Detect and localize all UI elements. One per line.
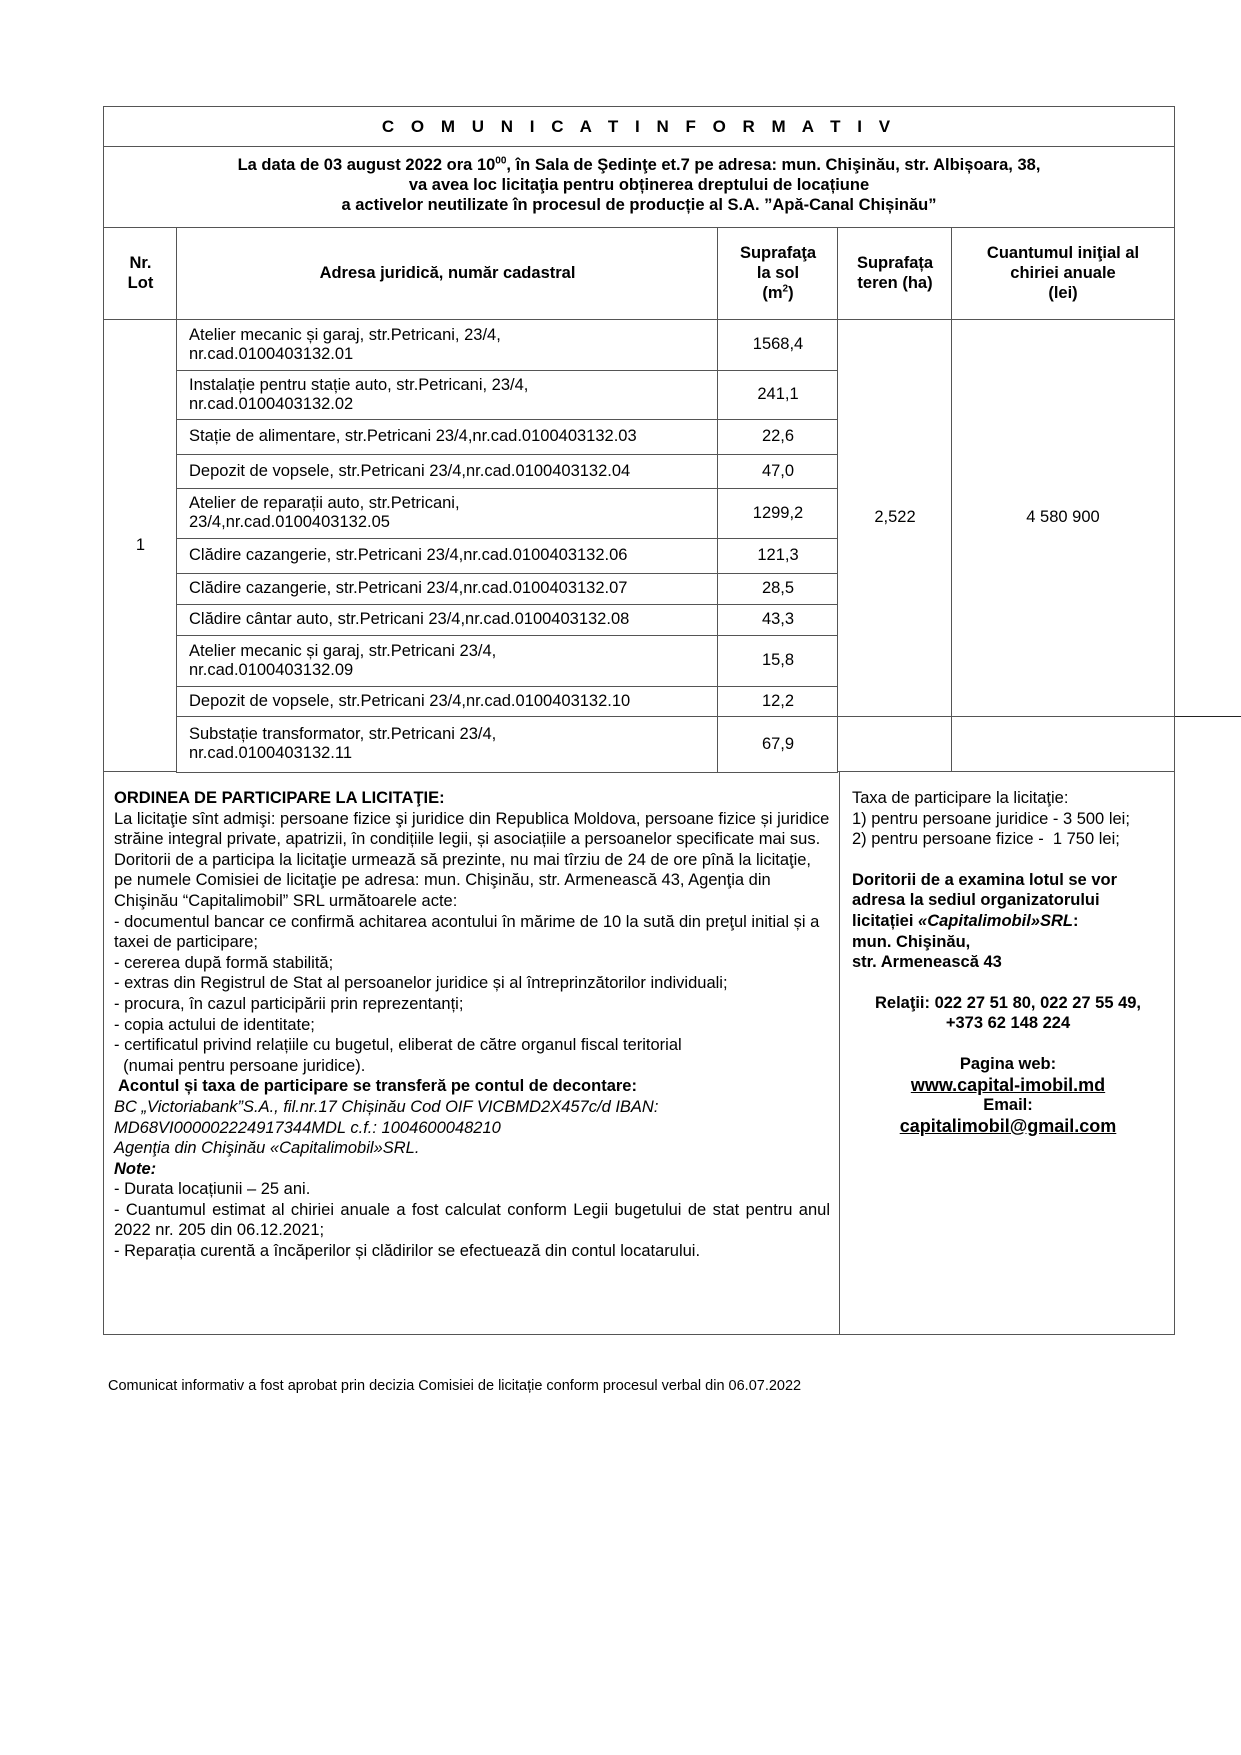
lot-item-surface: 43,3 <box>717 604 838 636</box>
header-address: Adresa juridică, număr cadastral <box>176 227 718 320</box>
intro-location: , în Sala de Şedinţe et.7 pe adresa: mun. Chişinău, str. Albișoara, 38, <box>506 156 1041 174</box>
lot-item-surface: 47,0 <box>717 454 838 489</box>
lot-item-address: Clădire cazangerie, str.Petricani 23/4,nr.cad.0100403132.06 <box>176 538 718 574</box>
lot-item-surface: 121,3 <box>717 538 838 574</box>
document-item: - extras din Registrul de Stat al persoanelor juridice și al întreprinzătorilor individuali; <box>114 974 728 993</box>
document-item: - certificatul privind relațiile cu bugetul, eliberat de către organul fiscal teritorial <box>114 1036 682 1055</box>
lot-item-address: Depozit de vopsele, str.Petricani 23/4,nr.cad.0100403132.04 <box>176 454 718 489</box>
header-lot: Nr. Lot <box>103 227 177 320</box>
header-initial-rent: Cuantumul iniţial al chiriei anuale (lei) <box>951 227 1175 320</box>
note-item: - Cuantumul estimat al chiriei anuale a fost calculat conform Legii bugetului de stat pentru anul 2022 nr. 205 din 06.12.2021; <box>114 1200 830 1240</box>
lot-item-address: Atelier mecanic și garaj, str.Petricani 23/4, nr.cad.0100403132.09 <box>176 635 718 687</box>
email-label: Email: <box>983 1096 1033 1115</box>
lot-item-address: Stație de alimentare, str.Petricani 23/4,nr.cad.0100403132.03 <box>176 419 718 455</box>
empty-rent-cell <box>951 716 1175 772</box>
lot-item-address: Atelier de reparații auto, str.Petricani, 23/4,nr.cad.0100403132.05 <box>176 488 718 539</box>
examine-line-3: licitației «Capitalimobil»SRL: <box>852 911 1079 930</box>
bank-details-line-3: Agenţia din Chişinău «Capitalimobil»SRL. <box>114 1139 420 1158</box>
header-surface-teren: Suprafața teren (ha) <box>837 227 952 320</box>
header-surface-sol: Suprafaţa la sol $(m^2)$ <box>717 227 838 320</box>
bank-details-line-1: BC „Victoriabank”S.A., fil.nr.17 Chișinău Cod OIF VICBMD2X457c/d IBAN: <box>114 1097 659 1116</box>
fee-heading: Taxa de participare la licitaţie: <box>852 789 1069 807</box>
intro-line-1 <box>104 155 1174 175</box>
initial-rent-cell: 4 580 900 <box>951 319 1175 717</box>
lot-item-address: Instalație pentru stație auto, str.Petricani, 23/4, nr.cad.0100403132.02 <box>176 370 718 420</box>
lot-item-surface: 28,5 <box>717 573 838 605</box>
participation-section <box>103 771 840 1335</box>
lot-item-surface: 67,9 <box>717 716 838 773</box>
lot-item-surface: 241,1 <box>717 370 838 420</box>
note-item: - Durata locațiunii – 25 ani. <box>114 1180 311 1199</box>
approval-footer: Comunicat informativ a fost aprobat prin decizia Comisiei de licitație conform procesul verbal din 06.07.2022 <box>108 1378 802 1394</box>
announcement-intro <box>103 146 1175 228</box>
contacts-phones: Relaţii: 022 27 51 80, 022 27 55 49, <box>874 993 1142 1012</box>
web-label: Pagina web: <box>959 1054 1057 1073</box>
document-item: (numai pentru persoane juridice). <box>114 1056 366 1075</box>
examine-line-4: mun. Chişinău, <box>852 932 971 951</box>
website-link[interactable]: www.capital-imobil.md <box>910 1074 1106 1095</box>
document-item: - procura, în cazul participării prin reprezentanți; <box>114 994 464 1013</box>
participation-documents-intro: Doritorii de a participa la licitaţie urmează să prezinte, nu mai tîrziu de 24 de ore pînă la licitaţie, pe numele Comisiei de licitaţie pe adresa: mun. Chişinău, str. Armenească 43, Agenţia din Chişinău “Capitalimobil” SRL următoarele acte: <box>114 850 812 910</box>
contacts-mobile: +373 62 148 224 <box>945 1014 1071 1033</box>
fee-juridice: 1) pentru persoane juridice - 3 500 lei; <box>852 809 1130 828</box>
email-link[interactable]: capitalimobil@gmail.com <box>899 1115 1117 1136</box>
table-rule-overflow <box>1175 716 1241 717</box>
lot-item-address: Substație transformator, str.Petricani 23/4, nr.cad.0100403132.11 <box>176 716 718 773</box>
lot-item-address: Depozit de vopsele, str.Petricani 23/4,nr.cad.0100403132.10 <box>176 686 718 717</box>
lot-item-surface: 1568,4 <box>717 319 838 371</box>
fee-fizice: 2) pentru persoane fizice - 1 750 lei; <box>852 830 1120 849</box>
intro-date-time: La data de 03 august 2022 ora 10 <box>237 156 496 174</box>
lot-item-address: Clădire cazangerie, str.Petricani 23/4,nr.cad.0100403132.07 <box>176 573 718 605</box>
document-item: - documentul bancar ce confirmă achitarea acontului în mărime de 10 la sută din preţul initial și a taxei de participare; <box>114 912 820 952</box>
contact-section <box>839 771 1175 1335</box>
participation-eligibility: La licitaţie sînt admişi: persoane fizice şi juridice din Republica Moldova, persoane fizice și juridice străine integral private, apatrizii, în condițiile legii, și asociațiile a persoanelor specificate mai sus. <box>114 809 830 849</box>
examine-line-5: str. Armenească 43 <box>852 953 1002 972</box>
intro-line-2: va avea loc licitaţia pentru obținerea dreptului de locațiune <box>408 176 870 194</box>
lot-item-surface: 22,6 <box>717 419 838 455</box>
intro-time-sup: 00 <box>495 155 507 167</box>
document-item: - copia actului de identitate; <box>114 1015 315 1034</box>
lot-item-surface: 1299,2 <box>717 488 838 539</box>
transfer-heading: Acontul și taxa de participare se transferă pe contul de decontare: <box>114 1077 637 1096</box>
intro-line-3: a activelor neutilizate în procesul de producție al S.A. ”Apă-Canal Chișinău” <box>341 196 937 214</box>
document-item: - cererea după formă stabilită; <box>114 953 334 972</box>
lot-item-surface: 15,8 <box>717 635 838 687</box>
empty-teren-cell <box>837 716 952 772</box>
lot-item-address: Atelier mecanic și garaj, str.Petricani, 23/4, nr.cad.0100403132.01 <box>176 319 718 371</box>
document-title: C O M U N I C A T I N F O R M A T I V <box>103 106 1175 147</box>
lot-item-address: Clădire cântar auto, str.Petricani 23/4,nr.cad.0100403132.08 <box>176 604 718 636</box>
lot-number-cell: 1 <box>103 319 177 772</box>
note-item: - Reparația curentă a încăperilor și clădirilor se efectuează din contul locatarului. <box>114 1242 701 1261</box>
bank-details-line-2: MD68VI000002224917344MDL c.f.: 1004600048210 <box>114 1118 501 1137</box>
examine-line-2: adresa la sediul organizatorului <box>852 891 1100 910</box>
participation-heading: ORDINEA DE PARTICIPARE LA LICITAŢIE: <box>114 789 445 807</box>
notes-heading: Note: <box>114 1159 157 1178</box>
lot-item-surface: 12,2 <box>717 686 838 717</box>
examine-line-1: Doritorii de a examina lotul se vor <box>852 870 1117 889</box>
teren-area-cell: 2,522 <box>837 319 952 717</box>
